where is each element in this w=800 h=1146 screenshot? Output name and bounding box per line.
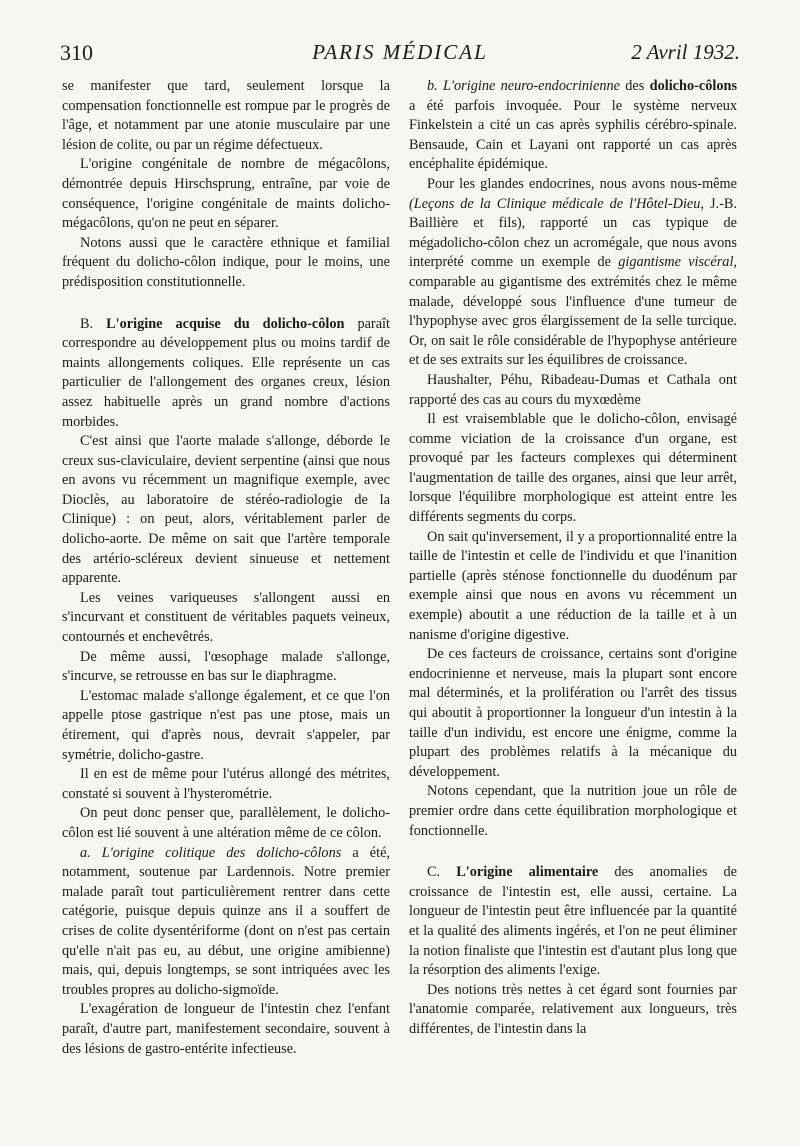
section-heading: L'origine alimentaire: [456, 864, 599, 881]
paragraph: On sait qu'inversement, il y a proportionnalité entre la taille de l'intestin et celle de l'individu et que l'inanition partielle (après sténose fonctionnelle du duodénum par exemple ainsi que nous en avons vu récemment un exemple) aboutit a une réduction de la taille et à un nanisme d'origine digestive.: [409, 528, 737, 643]
right-column: [409, 77, 737, 1040]
paragraph: Notons cependant, que la nutrition joue un rôle de premier ordre dans cette équilibration morphologique et fonctionnelle.: [409, 783, 737, 839]
paragraph: Il est vraisemblable que le dolicho-côlon, envisagé comme viciation de la croissance d'un organe, est provoqué par les facteurs complexes qui déterminent l'augmentation de taille des organes, ainsi que leur arrêt, lorsque l'équilibre morphologique est atteint entre les différents segments du corps.: [409, 411, 737, 526]
paragraph: Haushalter, Péhu, Ribadeau-Dumas et Cathala ont rapporté des cas au cours du myxœdème: [409, 371, 737, 408]
paragraph: se manifester que tard, seulement lorsque la compensation fonctionnelle est rompue par le progrès de l'âge, et notamment par une atonie musculaire par une lésion de colite, ou par un régime défectueux.: [62, 78, 390, 153]
section-b-paragraph: B. L'origine acquise du dolicho-côlon paraît correspondre au développement plus ou moins tardif de maints allongements coliques. Elle représente un cas particulier de l'allongement des organes creux, lésion assez habituelle après un grand nombre d'actions morbides.: [62, 315, 390, 430]
paragraph: L'estomac malade s'allonge également, et ce que l'on appelle ptose gastrique n'est pas une ptose, mais un étirement, qui d'après nous, devrait s'appeler, par symétrie, dolicho-gastre.: [62, 687, 390, 763]
paragraph: L'origine congénitale de nombre de mégacôlons, démontrée depuis Hirschsprung, entraîne, par voie de conséquence, l'origine congénitale de maints dolicho-mégacôlons, qu'on ne peut en séparer.: [62, 156, 390, 232]
paragraph: C'est ainsi que l'aorte malade s'allonge, déborde le creux sus-claviculaire, devient serpentine (ainsi que nous en avons vu récemment un magnifique exemple, avec Dioclès, au laboratoire de stéréo-radiologie de la Clinique) : on peut, alors, véritablement parler de dolicho-aorte. De même on sait que l'artère temporale des artério-scléreux devient sinueuse et nettement apparente.: [62, 433, 390, 587]
page-header: [60, 40, 740, 68]
paragraph: Il en est de même pour l'utérus allongé des métrites, constaté si souvent à l'hysterométrie.: [62, 766, 390, 802]
section-heading: L'origine acquise du dolicho-côlon: [106, 315, 345, 332]
section-letter: C.: [427, 864, 441, 881]
paragraph: De même aussi, l'œsophage malade s'allonge, s'incurve, se retrousse en bas sur le diaphragme.: [62, 648, 390, 685]
paragraph: On peut donc penser que, parallèlement, le dolicho-côlon est lié souvent à une altération même de ce côlon.: [62, 805, 390, 841]
subsection-b-paragraph: b. L'origine neuro-endocrinienne des dolicho-côlons a été parfois invoquée. Pour le système nerveux Finkelstein a cité un cas après syphilis cérébro-spinale. Bensaude, Cain et Layani ont rapporté un cas après encéphalite épidémique.: [409, 78, 738, 173]
paragraph: Pour les glandes endocrines, nous avons nous-même (Leçons de la Clinique médicale de l'Hôtel-Dieu, J.-B. Baillière et fils), rapporté un cas typique de mégadolicho-côlon chez un acromégale, que nous avons interprété comme un exemple de gigantisme viscéral, comparable au gigantisme des extrémités chez le même malade, développé sous l'influence d'une tumeur de l'hypophyse avec gros élargissement de la selle turcique. Or, on sait le rôle considérable de l'hypophyse antérieure et de ses extraits sur les équilibres de croissance.: [409, 175, 738, 369]
section-c-paragraph: C. L'origine alimentaire des anomalies de croissance de l'intestin est, elle aussi, certaine. La longueur de l'intestin peut être influencée par la quantité et la qualité des aliments ingérés, et l'on ne peut éliminer la notion finaliste que l'intestin est d'autant plus long que la résorption des aliments l'exige.: [409, 864, 738, 979]
left-column: [62, 77, 390, 1059]
subsection-a-paragraph: a. L'origine colitique des dolicho-côlons a été, notamment, soutenue par Lardennois. Notre premier malade paraît tout particulièrement rentrer dans cette catégorie, puisque depuis quinze ans il a souffert de crises de colite dysentériforme (dont on n'est pas certain qu'elle n'ait pas eu, au début, une origine amibienne) mais, qui, depuis longtemps, se sont intriquées avec les troubles propres au dolicho-sigmoïde.: [62, 844, 390, 998]
subsection-heading: b. L'origine neuro-endocrinienne: [427, 78, 620, 94]
paragraph: De ces facteurs de croissance, certains sont d'origine endocrinienne et nerveuse, mais la plupart sont encore mal déterminés, et la prolifération ou l'arrêt des tissus qui aboutit à proportionner la longueur d'un intestin à la taille d'un individu, est encore une énigme, comme la plupart des problèmes relatifs à la mécanique du développement.: [409, 646, 737, 780]
subsection-heading: a. L'origine colitique des dolicho-côlons: [80, 844, 342, 861]
issue-date: 2 Avril 1932.: [631, 40, 740, 64]
journal-title: PARIS MÉDICAL: [312, 40, 488, 64]
page-number: 310: [60, 40, 93, 65]
paragraph: Notons aussi que le caractère ethnique et familial fréquent du dolicho-côlon indique, pour le moins, une prédisposition constitutionnelle.: [62, 234, 390, 290]
paragraph: Les veines variqueuses s'allongent aussi en s'incurvant et constituent de véritables paquets veineux, contournés et enchevêtrés.: [62, 589, 390, 646]
paragraph: Des notions très nettes à cet égard sont fournies par l'anatomie comparée, relativement aux longueurs, très différentes, de l'intestin dans la: [409, 981, 737, 1037]
section-letter: B.: [80, 315, 94, 332]
cited-work: (Leçons de la Clinique médicale de l'Hôtel-Dieu,: [409, 195, 704, 212]
paragraph: L'exagération de longueur de l'intestin chez l'enfant paraît, d'autre part, manifestement secondaire, souvent à des lésions de gastro-entérite infectieuse.: [62, 1001, 390, 1057]
